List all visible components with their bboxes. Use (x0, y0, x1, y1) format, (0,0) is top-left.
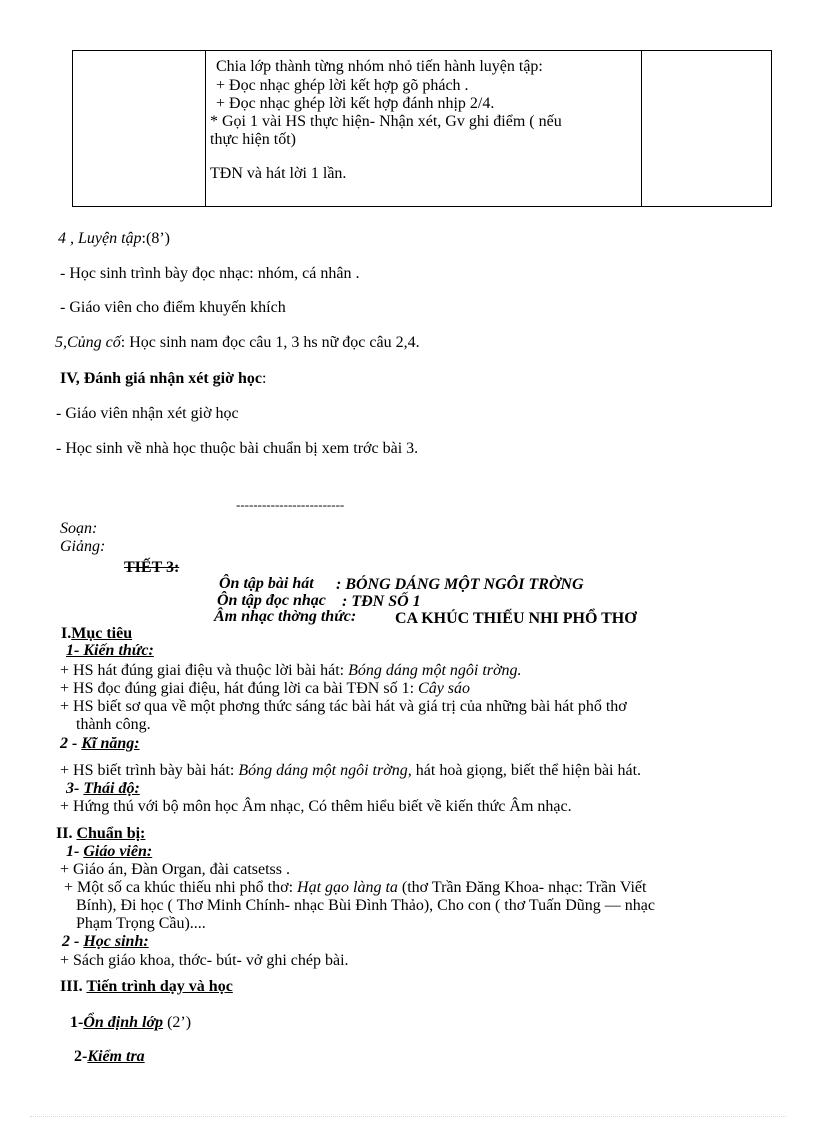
section-iv-line2: - Học sinh về nhà học thuộc bài chuẩn bị xem trớc bài 3. (56, 440, 419, 457)
section-iv-colon: : (261, 370, 267, 387)
section5-title: 5,Củng cố (55, 334, 121, 351)
review-reading-label: Ôn tập đọc nhạc (217, 592, 326, 609)
knowledge-item-1-text: + HS hát đúng giai điệu và thuộc lời bài hát: (60, 662, 349, 679)
skills-item-1-rest: hát hoà giọng, biết thể hiện bài hát. (411, 762, 642, 779)
section5-text: : Học sinh nam đọc câu 1, 3 hs nữ đọc câu 2,4. (120, 334, 420, 351)
step-1 (70, 1013, 191, 1032)
teacher-item-2-cont2: Phạm Trọng Cầu).... (76, 915, 206, 932)
attitude-title: Thái độ: (83, 780, 140, 797)
preparation-heading (56, 824, 145, 843)
skills-item-1-text: + HS biết trình bày bài hát: (60, 762, 239, 779)
attitude-heading (66, 779, 140, 798)
step-2-title: Kiểm tra (87, 1048, 145, 1065)
teacher-item-2 (64, 878, 646, 897)
section4-time: :(8’) (141, 230, 170, 247)
section-iv-line1: - Giáo viên nhận xét giờ học (56, 405, 239, 422)
objectives-num: I. (61, 625, 72, 642)
process-heading (60, 977, 233, 996)
table-divider-right (641, 51, 642, 206)
process-title: Tiến trình dạy và học (86, 978, 233, 995)
table-line: thực hiện tốt) (210, 131, 296, 148)
preparation-num: II. (56, 825, 77, 842)
music-knowledge-title: CA KHÚC THIẾU NHI PHỔ THƠ (395, 610, 637, 627)
table-line: * Gọi 1 vài HS thực hiện- Nhận xét, Gv ghi điểm ( nếu (210, 113, 562, 130)
student-num: 2 - (62, 933, 84, 950)
attitude-item-1: + Hứng thú với bộ môn học Âm nhạc, Có thêm hiểu biết về kiến thức Âm nhạc. (60, 798, 572, 815)
knowledge-heading: 1- Kiến thức: (66, 642, 154, 659)
section-iv-heading (60, 369, 266, 388)
teacher-item-2-rest: (thơ Trần Đăng Khoa- nhạc: Trần Viết (397, 879, 647, 896)
lesson-table (72, 50, 772, 207)
tiet-label: TIẾT 3: (124, 559, 180, 576)
step-1-time: (2’) (163, 1014, 192, 1031)
skills-song-name: Bóng dáng một ngôi trờng, (238, 762, 412, 779)
knowledge-item-2-text: + HS đọc đúng giai điệu, hát đúng lời ca bài TĐN số 1: (60, 680, 419, 697)
teacher-item-2-text: + Một số ca khúc thiếu nhi phổ thơ: (64, 879, 298, 896)
skills-item-1 (60, 761, 641, 780)
knowledge-item-3: + HS biết sơ qua về một phơng thức sáng tác bài hát và giá trị của những bài hát phổ thơ (60, 698, 627, 715)
skills-title: Kĩ năng: (81, 735, 140, 752)
step-2 (74, 1047, 145, 1066)
teacher-item-2-cont: Bính), Đi học ( Thơ Minh Chính- nhạc Bùi Đình Thảo), Cho con ( thơ Tuấn Dũng — nhạc (76, 897, 655, 914)
teacher-title: Giáo viên: (83, 843, 153, 860)
review-song-title: : BÓNG DÁNG MỘT NGÔI TRỜNG (336, 576, 584, 593)
giang-label: Giảng: (60, 538, 106, 555)
section4-heading (58, 229, 170, 248)
teacher-heading (66, 842, 152, 861)
separator-line: ------------------------- (236, 497, 345, 512)
knowledge-item-3-cont: thành công. (76, 716, 151, 733)
skills-heading (60, 734, 140, 753)
table-line: + Đọc nhạc ghép lời kết hợp đánh nhịp 2/4. (216, 95, 495, 112)
knowledge-item-2 (60, 679, 470, 698)
table-line: Chia lớp thành từng nhóm nhỏ tiến hành luyện tập: (216, 58, 543, 75)
step-1-num: 1- (70, 1014, 84, 1031)
song-name: Bóng dáng một ngôi trờng. (348, 662, 522, 679)
music-knowledge-label: Âm nhạc thờng thức: (214, 608, 357, 625)
step-1-title: Ổn định lớp (83, 1014, 164, 1031)
page-bottom-border (30, 1116, 786, 1117)
student-item-1: + Sách giáo khoa, thớc- bút- vở ghi chép bài. (60, 952, 349, 969)
student-title: Học sinh: (83, 933, 149, 950)
preparation-title: Chuẩn bị: (76, 825, 146, 842)
knowledge-item-1 (60, 661, 522, 680)
review-reading-title: : TĐN SỐ 1 (342, 593, 421, 610)
section4-line1: - Học sinh trình bày đọc nhạc: nhóm, cá nhân . (60, 265, 360, 282)
review-song-label: Ôn tập bài hát (219, 575, 314, 592)
song-hat-gao: Hạt gạo làng ta (297, 879, 398, 896)
student-heading (62, 932, 149, 951)
section4-title: 4 , Luyện tập (58, 230, 142, 247)
section4-line2: - Giáo viên cho điểm khuyến khích (60, 299, 286, 316)
section-iv-title: IV, Đánh giá nhận xét giờ học (60, 370, 262, 387)
reading-name: Cây sáo (418, 680, 471, 697)
step-2-num: 2- (74, 1048, 88, 1065)
soan-label: Soạn: (60, 520, 98, 537)
process-num: III. (60, 978, 87, 995)
objectives-title: Mục tiêu (71, 625, 133, 642)
attitude-num: 3- (66, 780, 84, 797)
teacher-num: 1- (66, 843, 84, 860)
table-divider-left (205, 51, 206, 206)
section5-line (55, 333, 420, 352)
teacher-item-1: + Giáo án, Đàn Organ, đài catsetss . (60, 861, 290, 878)
table-line: + Đọc nhạc ghép lời kết hợp gõ phách . (216, 77, 469, 94)
table-line: TĐN và hát lời 1 lần. (210, 165, 347, 182)
skills-num: 2 - (60, 735, 82, 752)
